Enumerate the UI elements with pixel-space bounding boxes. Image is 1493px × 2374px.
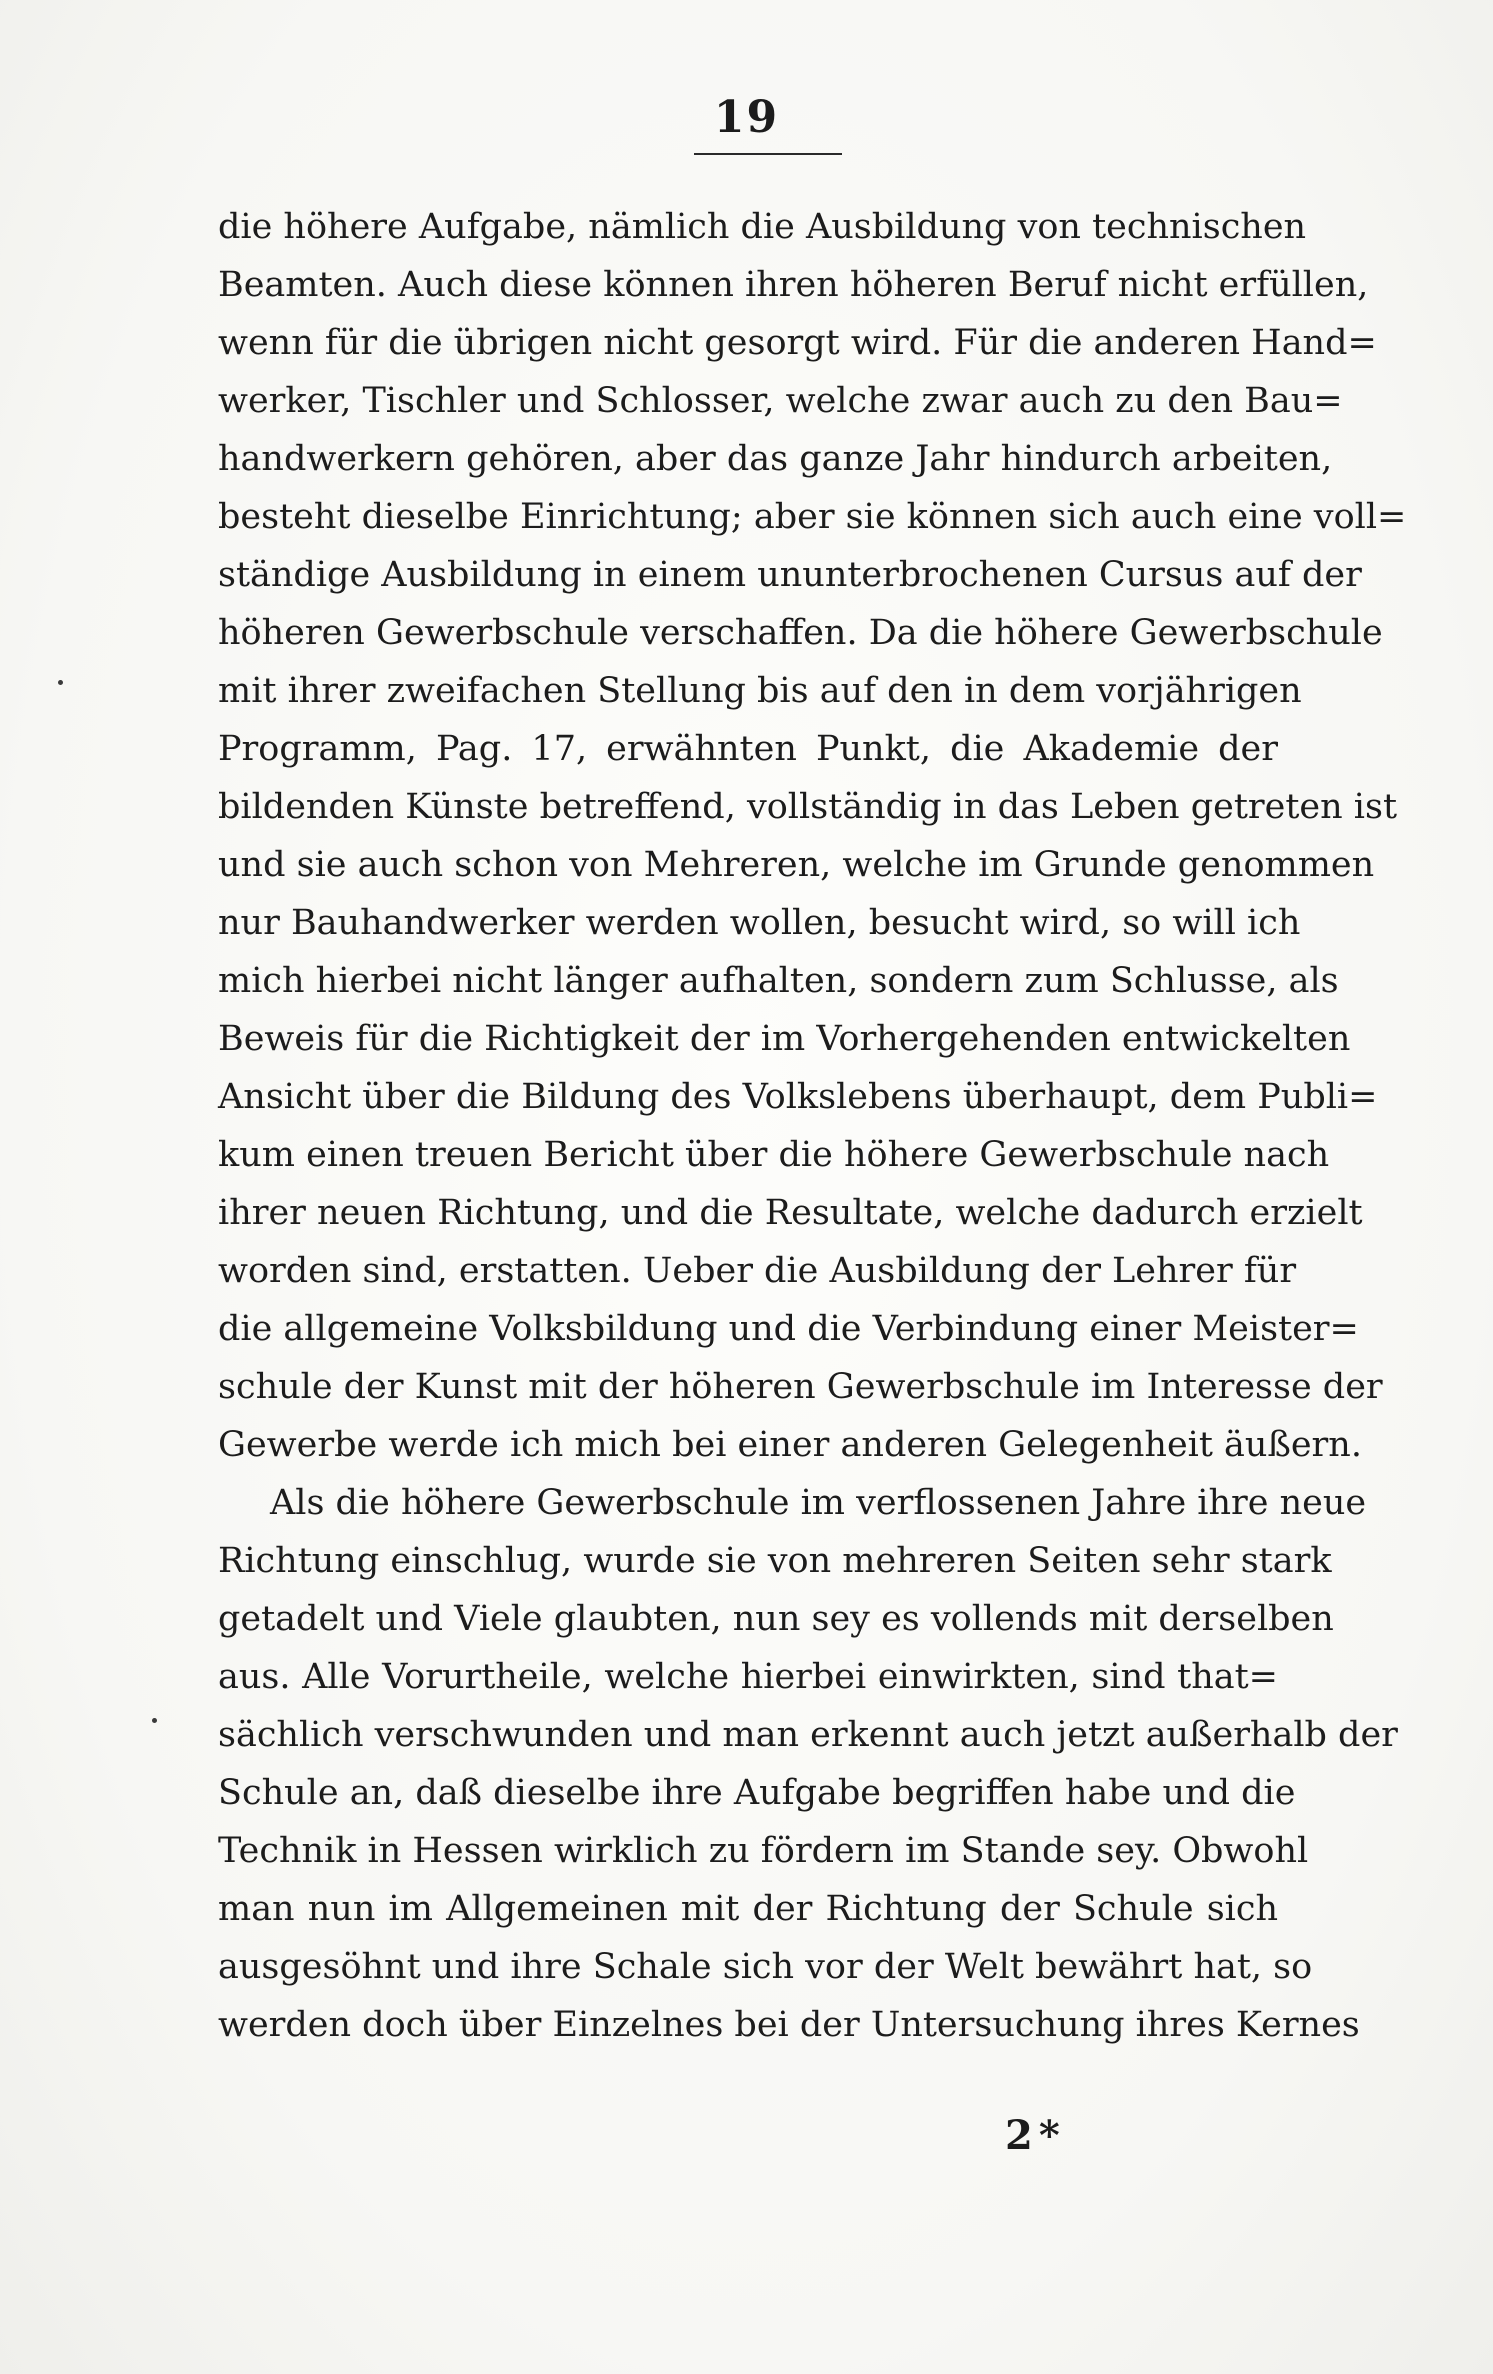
text-line: aus. Alle Vorurtheile, welche hierbei einwirkten, sind that= [218, 1657, 1278, 1697]
text-line: werker, Tischler und Schlosser, welche zwar auch zu den Bau= [218, 381, 1343, 421]
header-rule [694, 153, 842, 155]
text-line: die allgemeine Volksbildung und die Verbindung einer Meister= [218, 1309, 1359, 1349]
text-line: Beamten. Auch diese können ihren höheren Beruf nicht erfüllen, [218, 265, 1369, 305]
text-line: höheren Gewerbschule verschaffen. Da die höhere Gewerbschule [218, 613, 1383, 653]
text-line: ausgesöhnt und ihre Schale sich vor der Welt bewährt hat, so [218, 1947, 1313, 1987]
text-line: Schule an, daß dieselbe ihre Aufgabe begriffen habe und die [218, 1773, 1296, 1813]
paper-speck [58, 680, 63, 685]
signature-mark: 2* [1005, 2112, 1066, 2159]
text-line: Richtung einschlug, wurde sie von mehreren Seiten sehr stark [218, 1541, 1332, 1581]
text-line: nur Bauhandwerker werden wollen, besucht wird, so will ich [218, 903, 1301, 943]
text-line: Technik in Hessen wirklich zu fördern im Stande sey. Obwohl [218, 1831, 1309, 1871]
text-line: mich hierbei nicht länger aufhalten, sondern zum Schlusse, als [218, 961, 1339, 1001]
text-line: und sie auch schon von Mehreren, welche im Grunde genommen [218, 845, 1375, 885]
page-number: 19 [713, 92, 780, 143]
text-line: ihrer neuen Richtung, und die Resultate, welche dadurch erzielt [218, 1193, 1363, 1233]
text-line: getadelt und Viele glaubten, nun sey es vollends mit derselben [218, 1599, 1334, 1639]
text-line: ständige Ausbildung in einem ununterbrochenen Cursus auf der [218, 555, 1362, 595]
text-line: sächlich verschwunden und man erkennt auch jetzt außerhalb der [218, 1715, 1398, 1755]
text-line: mit ihrer zweifachen Stellung bis auf den in dem vorjährigen [218, 671, 1302, 711]
text-line: werden doch über Einzelnes bei der Untersuchung ihres Kernes [218, 2005, 1360, 2045]
text-line: Gewerbe werde ich mich bei einer anderen Gelegenheit äußern. [218, 1425, 1362, 1465]
text-line: Ansicht über die Bildung des Volkslebens überhaupt, dem Publi= [218, 1077, 1378, 1117]
text-line: handwerkern gehören, aber das ganze Jahr hindurch arbeiten, [218, 439, 1333, 479]
text-line: besteht dieselbe Einrichtung; aber sie können sich auch eine voll= [218, 497, 1407, 537]
text-line: kum einen treuen Bericht über die höhere Gewerbschule nach [218, 1135, 1330, 1175]
text-line: die höhere Aufgabe, nämlich die Ausbildung von technischen [218, 207, 1307, 247]
text-line: schule der Kunst mit der höheren Gewerbschule im Interesse der [218, 1367, 1383, 1407]
text-line: worden sind, erstatten. Ueber die Ausbildung der Lehrer für [218, 1251, 1297, 1291]
text-line: bildenden Künste betreffend, vollständig in das Leben getreten ist [218, 787, 1398, 827]
text-line: Beweis für die Richtigkeit der im Vorhergehenden entwickelten [218, 1019, 1351, 1059]
text-line: Als die höhere Gewerbschule im verflossenen Jahre ihre neue [270, 1483, 1367, 1523]
paper-speck [152, 1718, 157, 1723]
text-line: Programm, Pag. 17, erwähnten Punkt, die Akademie der [218, 729, 1278, 769]
text-line: man nun im Allgemeinen mit der Richtung der Schule sich [218, 1889, 1278, 1929]
text-line: wenn für die übrigen nicht gesorgt wird. Für die anderen Hand= [218, 323, 1377, 363]
